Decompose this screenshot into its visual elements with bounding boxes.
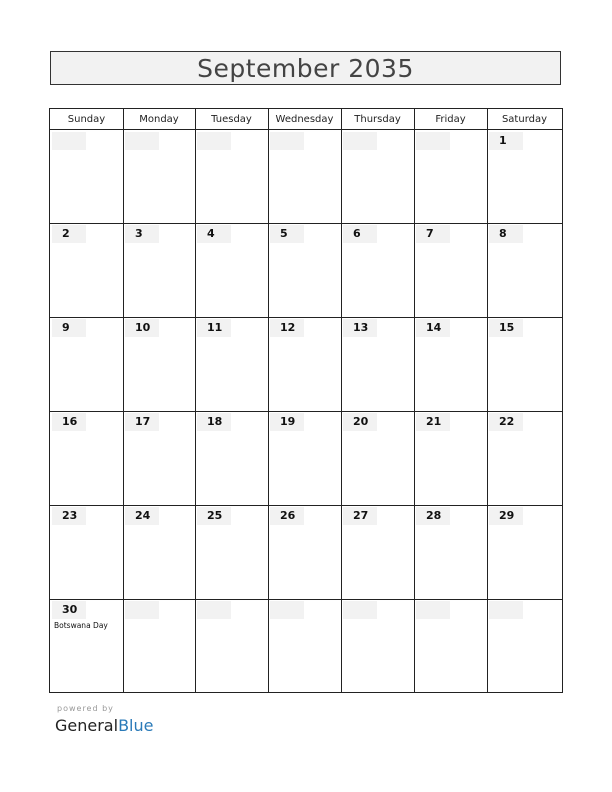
day-cell[interactable] — [487, 130, 562, 223]
day-number: 20 — [353, 415, 369, 428]
day-cell[interactable] — [268, 317, 341, 411]
day-cell[interactable] — [123, 317, 195, 411]
day-number-box — [416, 601, 450, 619]
logo-blue: Blue — [118, 716, 154, 735]
day-cell[interactable] — [268, 505, 341, 599]
day-number: 2 — [62, 227, 70, 240]
day-number: 9 — [62, 321, 70, 334]
day-number-box — [343, 601, 377, 619]
weekday-header-saturday: Saturday — [501, 113, 548, 125]
day-cell[interactable] — [341, 505, 414, 599]
day-number: 25 — [207, 509, 223, 522]
day-number: 29 — [499, 509, 515, 522]
day-cell[interactable] — [487, 599, 562, 692]
day-cell[interactable] — [195, 317, 268, 411]
day-cell[interactable] — [341, 317, 414, 411]
day-cell[interactable] — [414, 223, 487, 317]
powered-by-text: powered by — [57, 704, 114, 713]
calendar-title-box — [50, 51, 561, 85]
day-number: 14 — [426, 321, 442, 334]
day-cell[interactable] — [341, 223, 414, 317]
day-number-box — [489, 601, 523, 619]
day-number: 3 — [135, 227, 143, 240]
day-cell[interactable] — [487, 223, 562, 317]
day-number: 27 — [353, 509, 369, 522]
day-cell[interactable] — [487, 317, 562, 411]
day-number: 4 — [207, 227, 215, 240]
day-number: 18 — [207, 415, 223, 428]
day-cell[interactable] — [123, 505, 195, 599]
day-cell[interactable] — [50, 223, 123, 317]
day-number: 22 — [499, 415, 515, 428]
day-number: 30 — [62, 603, 78, 616]
day-cell[interactable] — [487, 411, 562, 505]
day-cell[interactable] — [414, 317, 487, 411]
weekday-header-tuesday: Tuesday — [211, 113, 252, 125]
day-cell[interactable] — [268, 411, 341, 505]
day-cell[interactable] — [268, 599, 341, 692]
day-cell[interactable] — [487, 505, 562, 599]
day-cell[interactable] — [195, 223, 268, 317]
day-cell[interactable] — [50, 411, 123, 505]
day-cell[interactable] — [268, 130, 341, 223]
weekday-header-monday: Monday — [139, 113, 179, 125]
day-number: 10 — [135, 321, 151, 334]
day-cell[interactable] — [123, 411, 195, 505]
day-number: 28 — [426, 509, 442, 522]
day-number-box — [125, 601, 159, 619]
holiday-label: Botswana Day — [54, 621, 108, 630]
day-number: 26 — [280, 509, 296, 522]
day-number: 7 — [426, 227, 434, 240]
day-number-box — [270, 132, 304, 150]
day-number: 8 — [499, 227, 507, 240]
day-cell[interactable] — [50, 130, 123, 223]
day-cell[interactable] — [195, 130, 268, 223]
day-number-box — [197, 601, 231, 619]
day-cell[interactable] — [50, 599, 123, 692]
day-cell[interactable] — [414, 130, 487, 223]
day-cell[interactable] — [123, 223, 195, 317]
day-cell[interactable] — [414, 599, 487, 692]
day-number-box — [125, 132, 159, 150]
day-number: 13 — [353, 321, 369, 334]
day-number-box — [343, 132, 377, 150]
day-number: 21 — [426, 415, 442, 428]
day-number: 16 — [62, 415, 78, 428]
day-cell[interactable] — [195, 411, 268, 505]
day-cell[interactable] — [195, 599, 268, 692]
day-number: 17 — [135, 415, 151, 428]
day-cell[interactable] — [268, 223, 341, 317]
day-number-box — [416, 132, 450, 150]
day-number: 19 — [280, 415, 296, 428]
calendar-title: September 2035 — [197, 53, 414, 83]
weekday-header-row — [50, 109, 562, 130]
day-cell[interactable] — [123, 130, 195, 223]
day-cell[interactable] — [341, 411, 414, 505]
day-number: 24 — [135, 509, 151, 522]
day-number: 1 — [499, 134, 507, 147]
day-number-box — [270, 601, 304, 619]
day-cell[interactable] — [414, 411, 487, 505]
calendar-grid — [49, 108, 563, 693]
day-cell[interactable] — [414, 505, 487, 599]
logo-general: General — [55, 716, 119, 735]
weekday-header-thursday: Thursday — [354, 113, 401, 125]
day-cell[interactable] — [50, 505, 123, 599]
day-cell[interactable] — [50, 317, 123, 411]
weekday-header-wednesday: Wednesday — [275, 113, 334, 125]
day-number-box — [197, 132, 231, 150]
day-number: 12 — [280, 321, 296, 334]
weekday-header-sunday: Sunday — [67, 113, 106, 125]
day-cell[interactable] — [123, 599, 195, 692]
day-cell[interactable] — [341, 130, 414, 223]
day-number-box — [52, 132, 86, 150]
day-number: 5 — [280, 227, 288, 240]
weekday-header-friday: Friday — [435, 113, 466, 125]
day-number: 15 — [499, 321, 515, 334]
day-number: 6 — [353, 227, 361, 240]
day-number: 11 — [207, 321, 223, 334]
day-cell[interactable] — [195, 505, 268, 599]
day-cell[interactable] — [341, 599, 414, 692]
day-number: 23 — [62, 509, 78, 522]
generalblue-logo[interactable] — [55, 716, 153, 735]
